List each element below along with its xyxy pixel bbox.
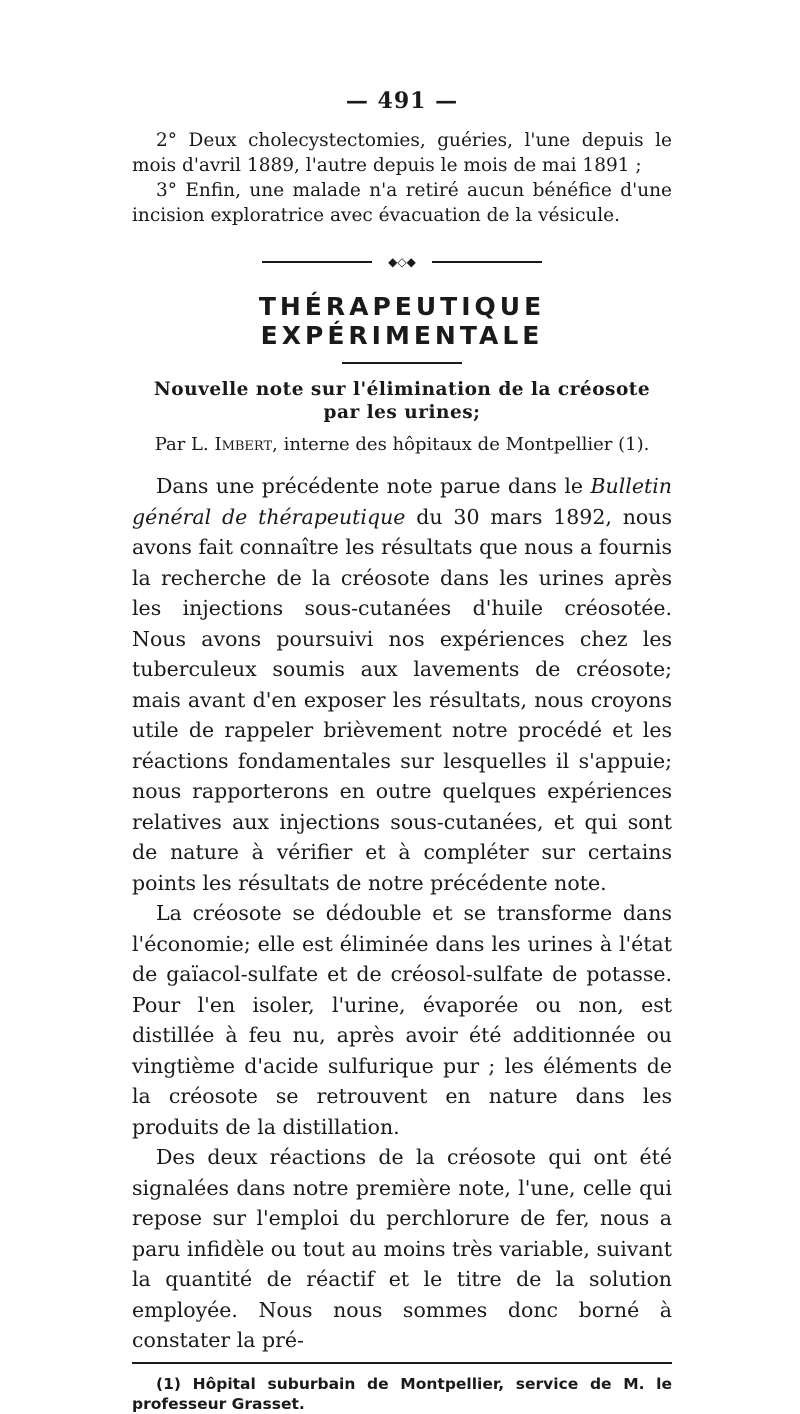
page-number: — 491 — — [345, 88, 459, 114]
divider-ornament-icon: ◆◇◆ — [372, 256, 432, 268]
list-item-2: 2° Deux cholecystectomies, guéries, l'une depuis le mois d'avril 1889, l'autre depuis le mois de mai 1891 ; — [132, 130, 672, 176]
author-name: Imbert — [214, 434, 273, 455]
paragraph-1-rest: du 30 mars 1892, nous avons fait connaître les résultats que nous a fournis la recherche de la créosote dans les urines après les injections sous-cutanées d'huile créosotée. Nous avons poursuivi nos expériences chez les tuberculeux soumis aux lavements de créosote; mais avant d'en exposer les résultats, nous croyons utile de rappeler brièvement notre procédé et les réactions fondamentales sur lesquelles il s'appuie; nous rapporterons en outre quelques expériences relatives aux injections sous-cutanées, et qui sont de nature à vérifier et à compléter sur certains points les résultats de notre précédente note. — [132, 504, 672, 895]
list-item-3: 3° Enfin, une malade n'a retiré aucun bénéfice d'une incision exploratrice avec évacuation de la vésicule. — [132, 180, 672, 226]
paragraph-1-start: Dans une précédente note parue dans le — [156, 474, 591, 498]
article-title-line-2: par les urines; — [323, 402, 481, 423]
journal-title: Bulletin général de thérapeutique — [132, 474, 672, 529]
page — [132, 88, 672, 1414]
ornamental-divider — [132, 252, 672, 272]
article-title — [132, 378, 672, 424]
paragraph-1 — [132, 471, 672, 898]
article-title-line-1: Nouvelle note sur l'élimination de la créosote — [153, 379, 651, 400]
author-prefix: Par L. — [154, 434, 215, 455]
paragraph-3: Des deux réactions de la créosote qui ont été signalées dans notre première note, l'une, celle qui repose sur l'emploi du perchlorure de fer, nous a paru infidèle ou tout au moins très variable, suivant la quantité de réactif et le titre de la solution employée. Nous nous sommes donc borné à constater la pré- — [132, 1145, 672, 1352]
author-suffix: , interne des hôpitaux de Montpellier (1). — [272, 434, 650, 455]
section-title: THÉRAPEUTIQUE EXPÉRIMENTALE — [258, 292, 546, 350]
paragraph-2: La créosote se dédouble et se transforme dans l'économie; elle est éliminée dans les urines à l'état de gaïacol-sulfate et de créosol-sulfate de potasse. Pour l'en isoler, l'urine, évaporée ou non, est distillée à feu nu, après avoir été additionnée ou vingtième d'acide sulfurique pur ; les éléments de la créosote se retrouvent en nature dans les produits de la distillation. — [132, 901, 672, 1139]
author-line — [132, 434, 672, 455]
footnote: (1) Hôpital suburbain de Montpellier, service de M. le professeur Grasset. — [132, 1374, 672, 1413]
footnote-rule — [132, 1362, 672, 1364]
section-rule — [342, 362, 462, 364]
